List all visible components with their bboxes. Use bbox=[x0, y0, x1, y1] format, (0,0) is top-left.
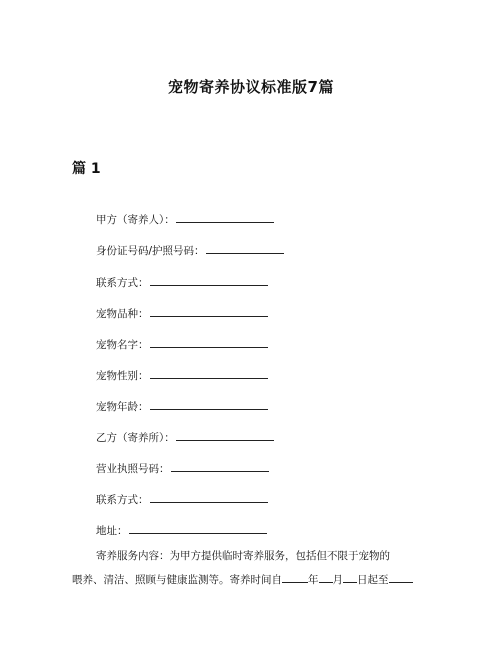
blank-line bbox=[150, 275, 268, 286]
paragraph-text: 月 bbox=[332, 574, 343, 586]
blank-line bbox=[171, 461, 269, 472]
field-pet-sex bbox=[96, 368, 268, 383]
blank-line bbox=[150, 306, 268, 317]
paragraph-line-2 bbox=[72, 568, 432, 592]
blank-line bbox=[150, 337, 268, 348]
blank-line bbox=[176, 212, 274, 223]
service-paragraph bbox=[72, 544, 432, 592]
field-id-number bbox=[96, 243, 284, 258]
blank-line bbox=[343, 572, 357, 583]
field-label: 联系方式： bbox=[96, 277, 149, 289]
blank-line bbox=[206, 243, 284, 254]
blank-line bbox=[282, 572, 308, 583]
blank-line bbox=[176, 430, 274, 441]
document-title: 宠物寄养协议标准版7篇 bbox=[168, 78, 334, 96]
field-label: 宠物品种： bbox=[96, 308, 149, 320]
blank-line bbox=[150, 399, 268, 410]
paragraph-text: 喂养、清洁、照顾与健康监测等。寄养时间自 bbox=[72, 574, 282, 586]
field-party-a bbox=[96, 212, 274, 227]
field-label: 宠物性别： bbox=[96, 370, 149, 382]
paragraph-text: 寄养服务内容：为甲方提供临时寄养服务，包括但不限于宠物的 bbox=[96, 550, 390, 562]
field-party-b bbox=[96, 430, 274, 445]
paragraph-text: 日起至 bbox=[357, 574, 389, 586]
field-label: 宠物年龄： bbox=[96, 401, 149, 413]
field-pet-name bbox=[96, 337, 268, 352]
paragraph-text: 年 bbox=[308, 574, 319, 586]
blank-line bbox=[150, 368, 268, 379]
field-license-number bbox=[96, 461, 269, 476]
blank-line bbox=[319, 572, 333, 583]
field-pet-age bbox=[96, 399, 268, 414]
field-contact-b bbox=[96, 492, 268, 507]
field-label: 营业执照号码： bbox=[96, 463, 170, 475]
field-label: 身份证号码/护照号码： bbox=[96, 245, 205, 257]
blank-line bbox=[150, 492, 268, 503]
field-label: 甲方（寄养人）： bbox=[96, 214, 175, 226]
field-label: 联系方式： bbox=[96, 494, 149, 506]
field-label: 地址： bbox=[96, 525, 128, 537]
section-heading: 篇 1 bbox=[72, 161, 101, 177]
field-contact-a bbox=[96, 275, 268, 290]
field-address bbox=[96, 523, 267, 538]
field-label: 乙方（寄养所）： bbox=[96, 432, 175, 444]
blank-line bbox=[389, 572, 413, 583]
field-pet-breed bbox=[96, 306, 268, 321]
blank-line bbox=[129, 523, 267, 534]
paragraph-line-1 bbox=[72, 544, 432, 568]
field-label: 宠物名字： bbox=[96, 339, 149, 351]
